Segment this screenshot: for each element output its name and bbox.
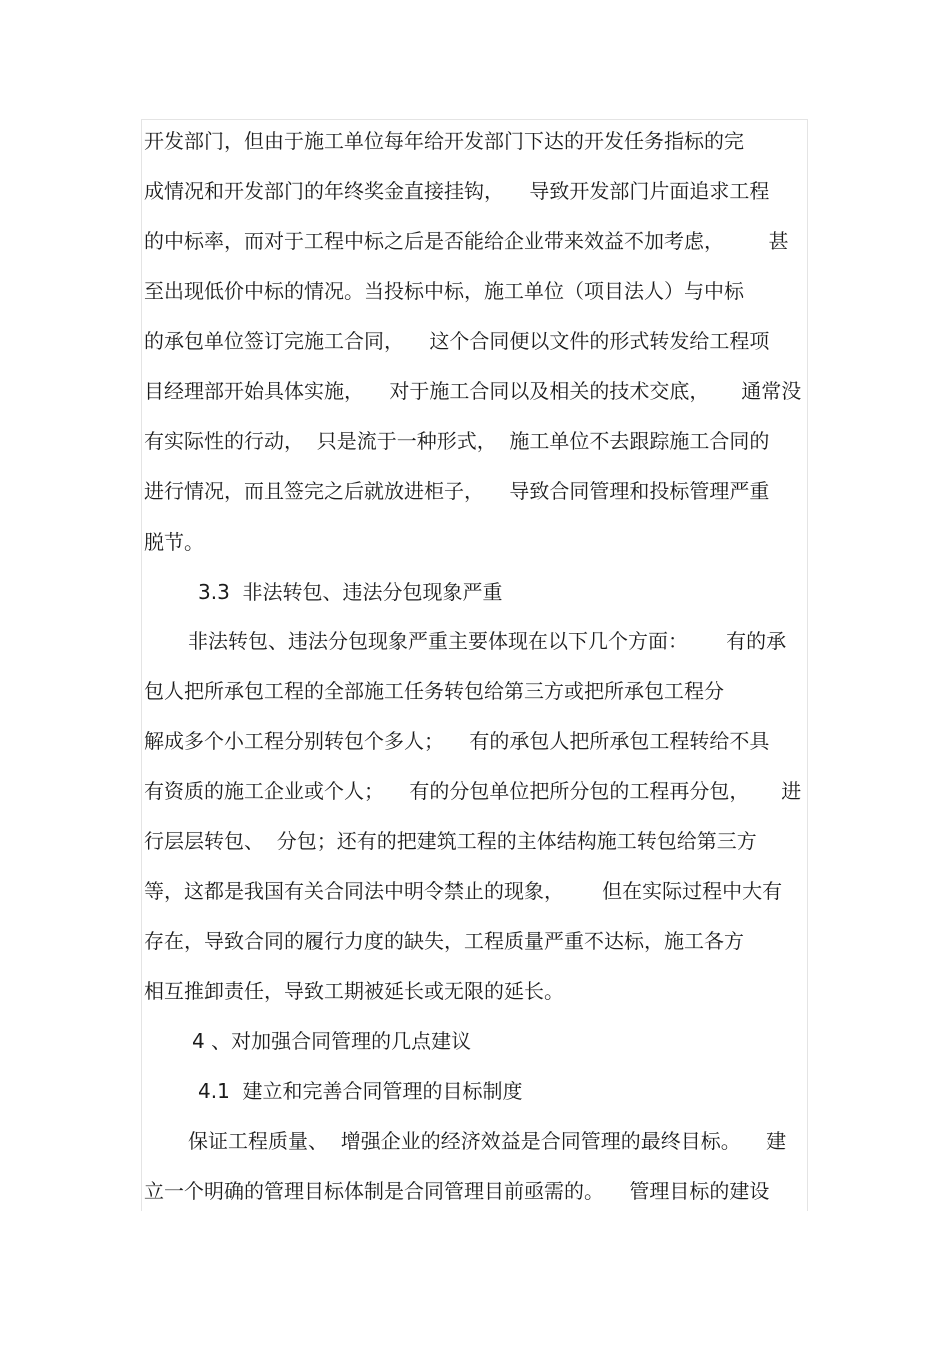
body-text-line: 的承包单位签订完施工合同， 这个合同便以文件的形式转发给工程项 <box>144 329 770 353</box>
body-text-line: 有实际性的行动， 只是流于一种形式， 施工单位不去跟踪施工合同的 <box>144 429 770 453</box>
section-heading-4-1: 4.1 建立和完善合同管理的目标制度 <box>198 1079 523 1103</box>
body-text-line: 成情况和开发部门的年终奖金直接挂钩， 导致开发部门片面追求工程 <box>144 179 770 203</box>
body-text-line: 保证工程质量、 增强企业的经济效益是合同管理的最终目标。 建 <box>188 1129 787 1153</box>
body-text-line: 包人把所承包工程的全部施工任务转包给第三方或把所承包工程分 <box>144 679 724 703</box>
body-text-line: 等，这都是我国有关合同法中明令禁止的现象， 但在实际过程中大有 <box>144 879 783 903</box>
body-text-line: 有资质的施工企业或个人； 有的分包单位把所分包的工程再分包， 进 <box>144 779 802 803</box>
body-text-line: 存在，导致合同的履行力度的缺失，工程质量严重不达标，施工各方 <box>144 929 744 953</box>
body-text-line: 行层层转包、 分包；还有的把建筑工程的主体结构施工转包给第三方 <box>144 829 757 853</box>
section-heading-3-3: 3.3 非法转包、违法分包现象严重 <box>198 580 503 604</box>
body-text-line: 的中标率，而对于工程中标之后是否能给企业带来效益不加考虑， 甚 <box>144 229 789 253</box>
body-text-line: 开发部门，但由于施工单位每年给开发部门下达的开发任务指标的完 <box>144 129 744 153</box>
section-heading-4: 4 、对加强合同管理的几点建议 <box>192 1029 472 1053</box>
body-text-line: 非法转包、违法分包现象严重主要体现在以下几个方面： 有的承 <box>188 629 787 653</box>
body-text-line: 相互推卸责任，导致工期被延长或无限的延长。 <box>144 979 564 1003</box>
body-text-line: 脱节。 <box>144 530 204 554</box>
body-text-line: 解成多个小工程分别转包个多人； 有的承包人把所承包工程转给不具 <box>144 729 770 753</box>
body-text-line: 进行情况，而且签完之后就放进柜子， 导致合同管理和投标管理严重 <box>144 479 770 503</box>
body-text-line: 目经理部开始具体实施， 对于施工合同以及相关的技术交底， 通常没 <box>144 379 802 403</box>
body-text-line: 立一个明确的管理目标体制是合同管理目前亟需的。 管理目标的建设 <box>144 1179 770 1203</box>
body-text-line: 至出现低价中标的情况。当投标中标，施工单位（项目法人）与中标 <box>144 279 744 303</box>
